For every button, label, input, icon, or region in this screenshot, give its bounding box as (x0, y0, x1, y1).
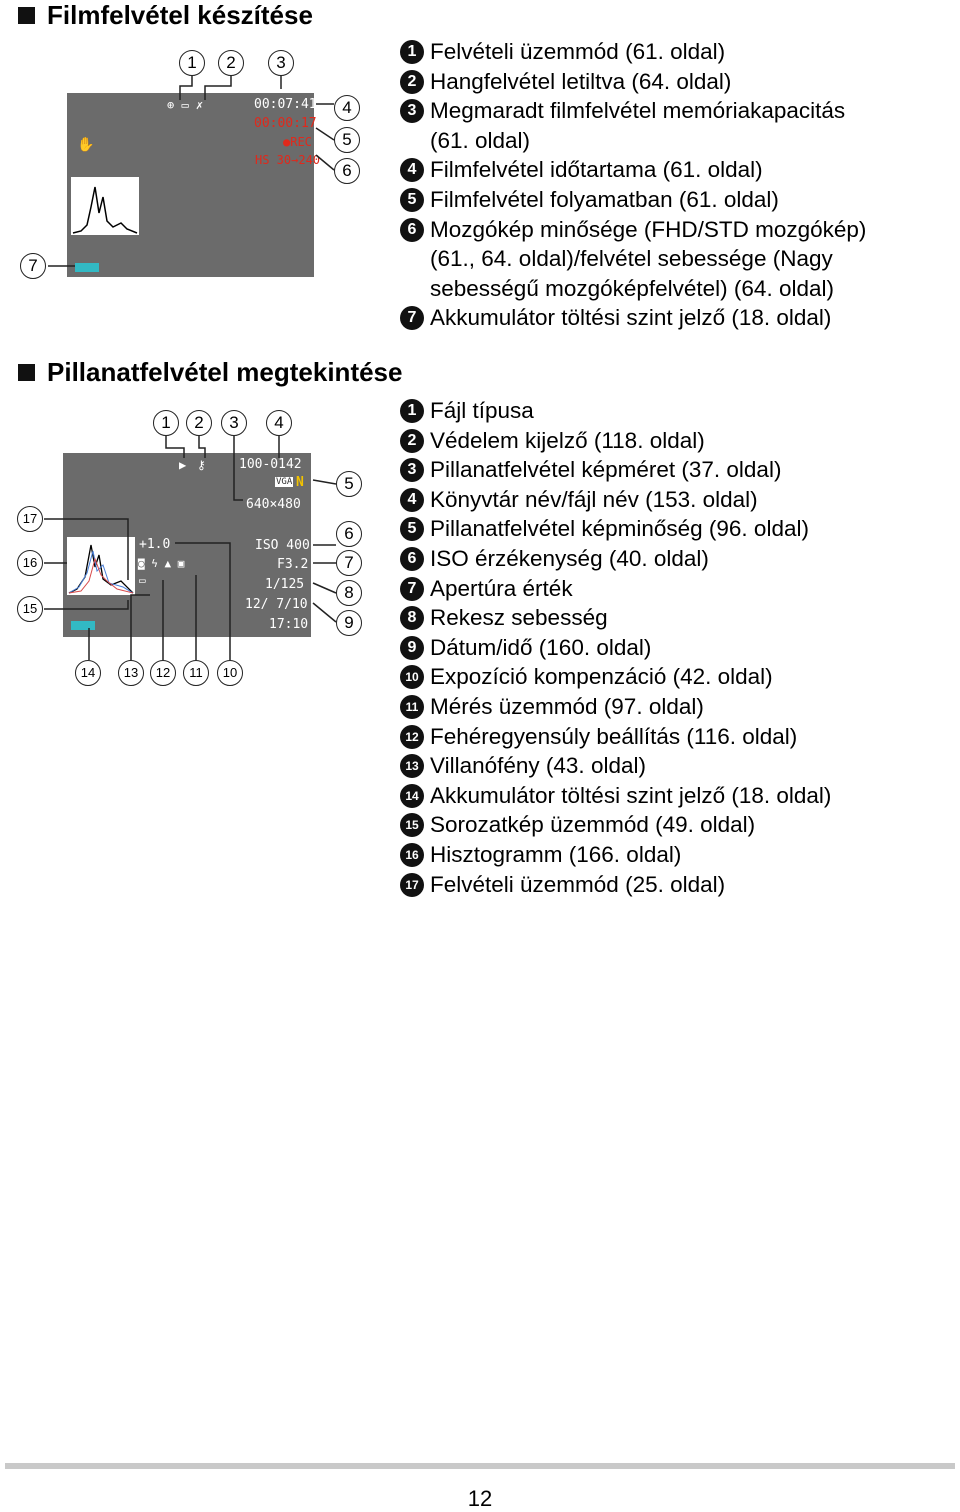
quality-badge: VGA (276, 477, 293, 487)
callout-15: 15 (17, 596, 43, 622)
callout-9: 9 (336, 610, 362, 636)
callout-5: 5 (334, 127, 360, 153)
protect-key-icon: ⚷ (197, 458, 206, 472)
rec-indicator: ●REC (283, 135, 312, 149)
quality-letter: N (296, 475, 304, 490)
legend-item: 8 Rekesz sebesség (396, 603, 831, 633)
legend-item: 6 Mozgókép minősége (FHD/STD mozgókép) (61., 64. oldal)/felvétel sebessége (Nagy sebességű mozgóképfelvétel) (64. oldal) (396, 215, 866, 304)
remaining-time: 00:07:41 (254, 97, 317, 112)
battery-icon (75, 263, 99, 272)
legend-item: 11 Mérés üzemmód (97. oldal) (396, 692, 831, 722)
playback-screen-illustration (63, 453, 311, 637)
legend-item: 12 Fehéregyensúly beállítás (116. oldal) (396, 722, 831, 752)
legend-item: 7 Akkumulátor töltési szint jelző (18. oldal) (396, 303, 866, 333)
date-value: 12/ 7/10 (245, 597, 308, 612)
callout-5: 5 (336, 471, 362, 497)
callout-1: 1 (179, 50, 205, 76)
movie-screen-illustration (67, 93, 321, 277)
square-bullet-icon (18, 364, 35, 381)
callout-17: 17 (17, 506, 43, 532)
iso-value: ISO 400 (255, 538, 310, 553)
elapsed-time: 00:00:17 (254, 116, 317, 131)
mode-icons: ◙ ϟ ▲ ▣ (138, 557, 185, 570)
legend-item: 17 Felvételi üzemmód (25. oldal) (396, 870, 831, 900)
ev-value: +1.0 (139, 537, 171, 552)
callout-3: 3 (268, 50, 294, 76)
rgb-histogram (67, 537, 135, 595)
legend-item: 14 Akkumulátor töltési szint jelző (18. oldal) (396, 781, 831, 811)
file-type-icon: ▶ (179, 458, 187, 472)
histogram-graph (71, 177, 139, 235)
callout-6: 6 (336, 521, 362, 547)
legend-item: 4 Könyvtár név/fájl név (153. oldal) (396, 485, 831, 515)
legend-item: 3 Pillanatfelvétel képméret (37. oldal) (396, 455, 831, 485)
legend-item: 10 Expozíció kompenzáció (42. oldal) (396, 662, 831, 692)
section-title-movie: Filmfelvétel készítése (18, 0, 313, 31)
hand-icon: ✋ (77, 137, 95, 153)
callout-10: 10 (217, 660, 243, 686)
callout-14: 14 (75, 660, 101, 686)
callout-13: 13 (118, 660, 144, 686)
continuous-shot-icon: ▭ (139, 574, 146, 587)
footer-divider (5, 1463, 955, 1469)
legend-item: 2 Védelem kijelző (118. oldal) (396, 426, 831, 456)
section-title-playback: Pillanatfelvétel megtekintése (18, 357, 402, 388)
image-size: 640×480 (246, 497, 301, 512)
movie-mode-icons: ⊕ ▭ ✗ (167, 98, 204, 112)
battery-icon (71, 621, 95, 630)
callout-12: 12 (150, 660, 176, 686)
time-value: 17:10 (269, 617, 309, 632)
legend-item: 5 Filmfelvétel folyamatban (61. oldal) (396, 185, 866, 215)
square-bullet-icon (18, 7, 35, 24)
legend-item: 7 Apertúra érték (396, 574, 831, 604)
legend-list-section2 (396, 396, 831, 899)
callout-6: 6 (334, 158, 360, 184)
callout-4: 4 (334, 95, 360, 121)
callout-4: 4 (266, 410, 292, 436)
legend-item: 9 Dátum/idő (160. oldal) (396, 633, 831, 663)
callout-2: 2 (186, 410, 212, 436)
legend-item: 4 Filmfelvétel időtartama (61. oldal) (396, 155, 866, 185)
callout-3: 3 (221, 410, 247, 436)
callout-7: 7 (20, 253, 46, 279)
callout-16: 16 (17, 550, 43, 576)
legend-item: 16 Hisztogramm (166. oldal) (396, 840, 831, 870)
shutter-value: 1/125 (265, 577, 305, 592)
legend-item: 1 Fájl típusa (396, 396, 831, 426)
legend-item: 15 Sorozatkép üzemmód (49. oldal) (396, 810, 831, 840)
page-number: 12 (467, 1486, 493, 1511)
histogram-graph (67, 537, 135, 595)
callout-8: 8 (336, 580, 362, 606)
legend-item: 5 Pillanatfelvétel képminőség (96. oldal) (396, 514, 831, 544)
callout-1: 1 (153, 410, 179, 436)
legend-item: 1 Felvételi üzemmód (61. oldal) (396, 37, 866, 67)
callout-11: 11 (183, 660, 209, 686)
histogram (71, 177, 139, 235)
legend-item: 3 Megmaradt filmfelvétel memóriakapacitás (61. oldal) (396, 96, 866, 155)
legend-item: 6 ISO érzékenység (40. oldal) (396, 544, 831, 574)
legend-item: 2 Hangfelvétel letiltva (64. oldal) (396, 67, 866, 97)
file-number: 100-0142 (239, 457, 302, 472)
aperture-value: F3.2 (277, 557, 309, 572)
callout-2: 2 (218, 50, 244, 76)
legend-item: 13 Villanófény (43. oldal) (396, 751, 831, 781)
movie-quality: HS 30→240 (255, 153, 321, 167)
callout-7: 7 (336, 550, 362, 576)
legend-list-section1 (396, 37, 866, 333)
